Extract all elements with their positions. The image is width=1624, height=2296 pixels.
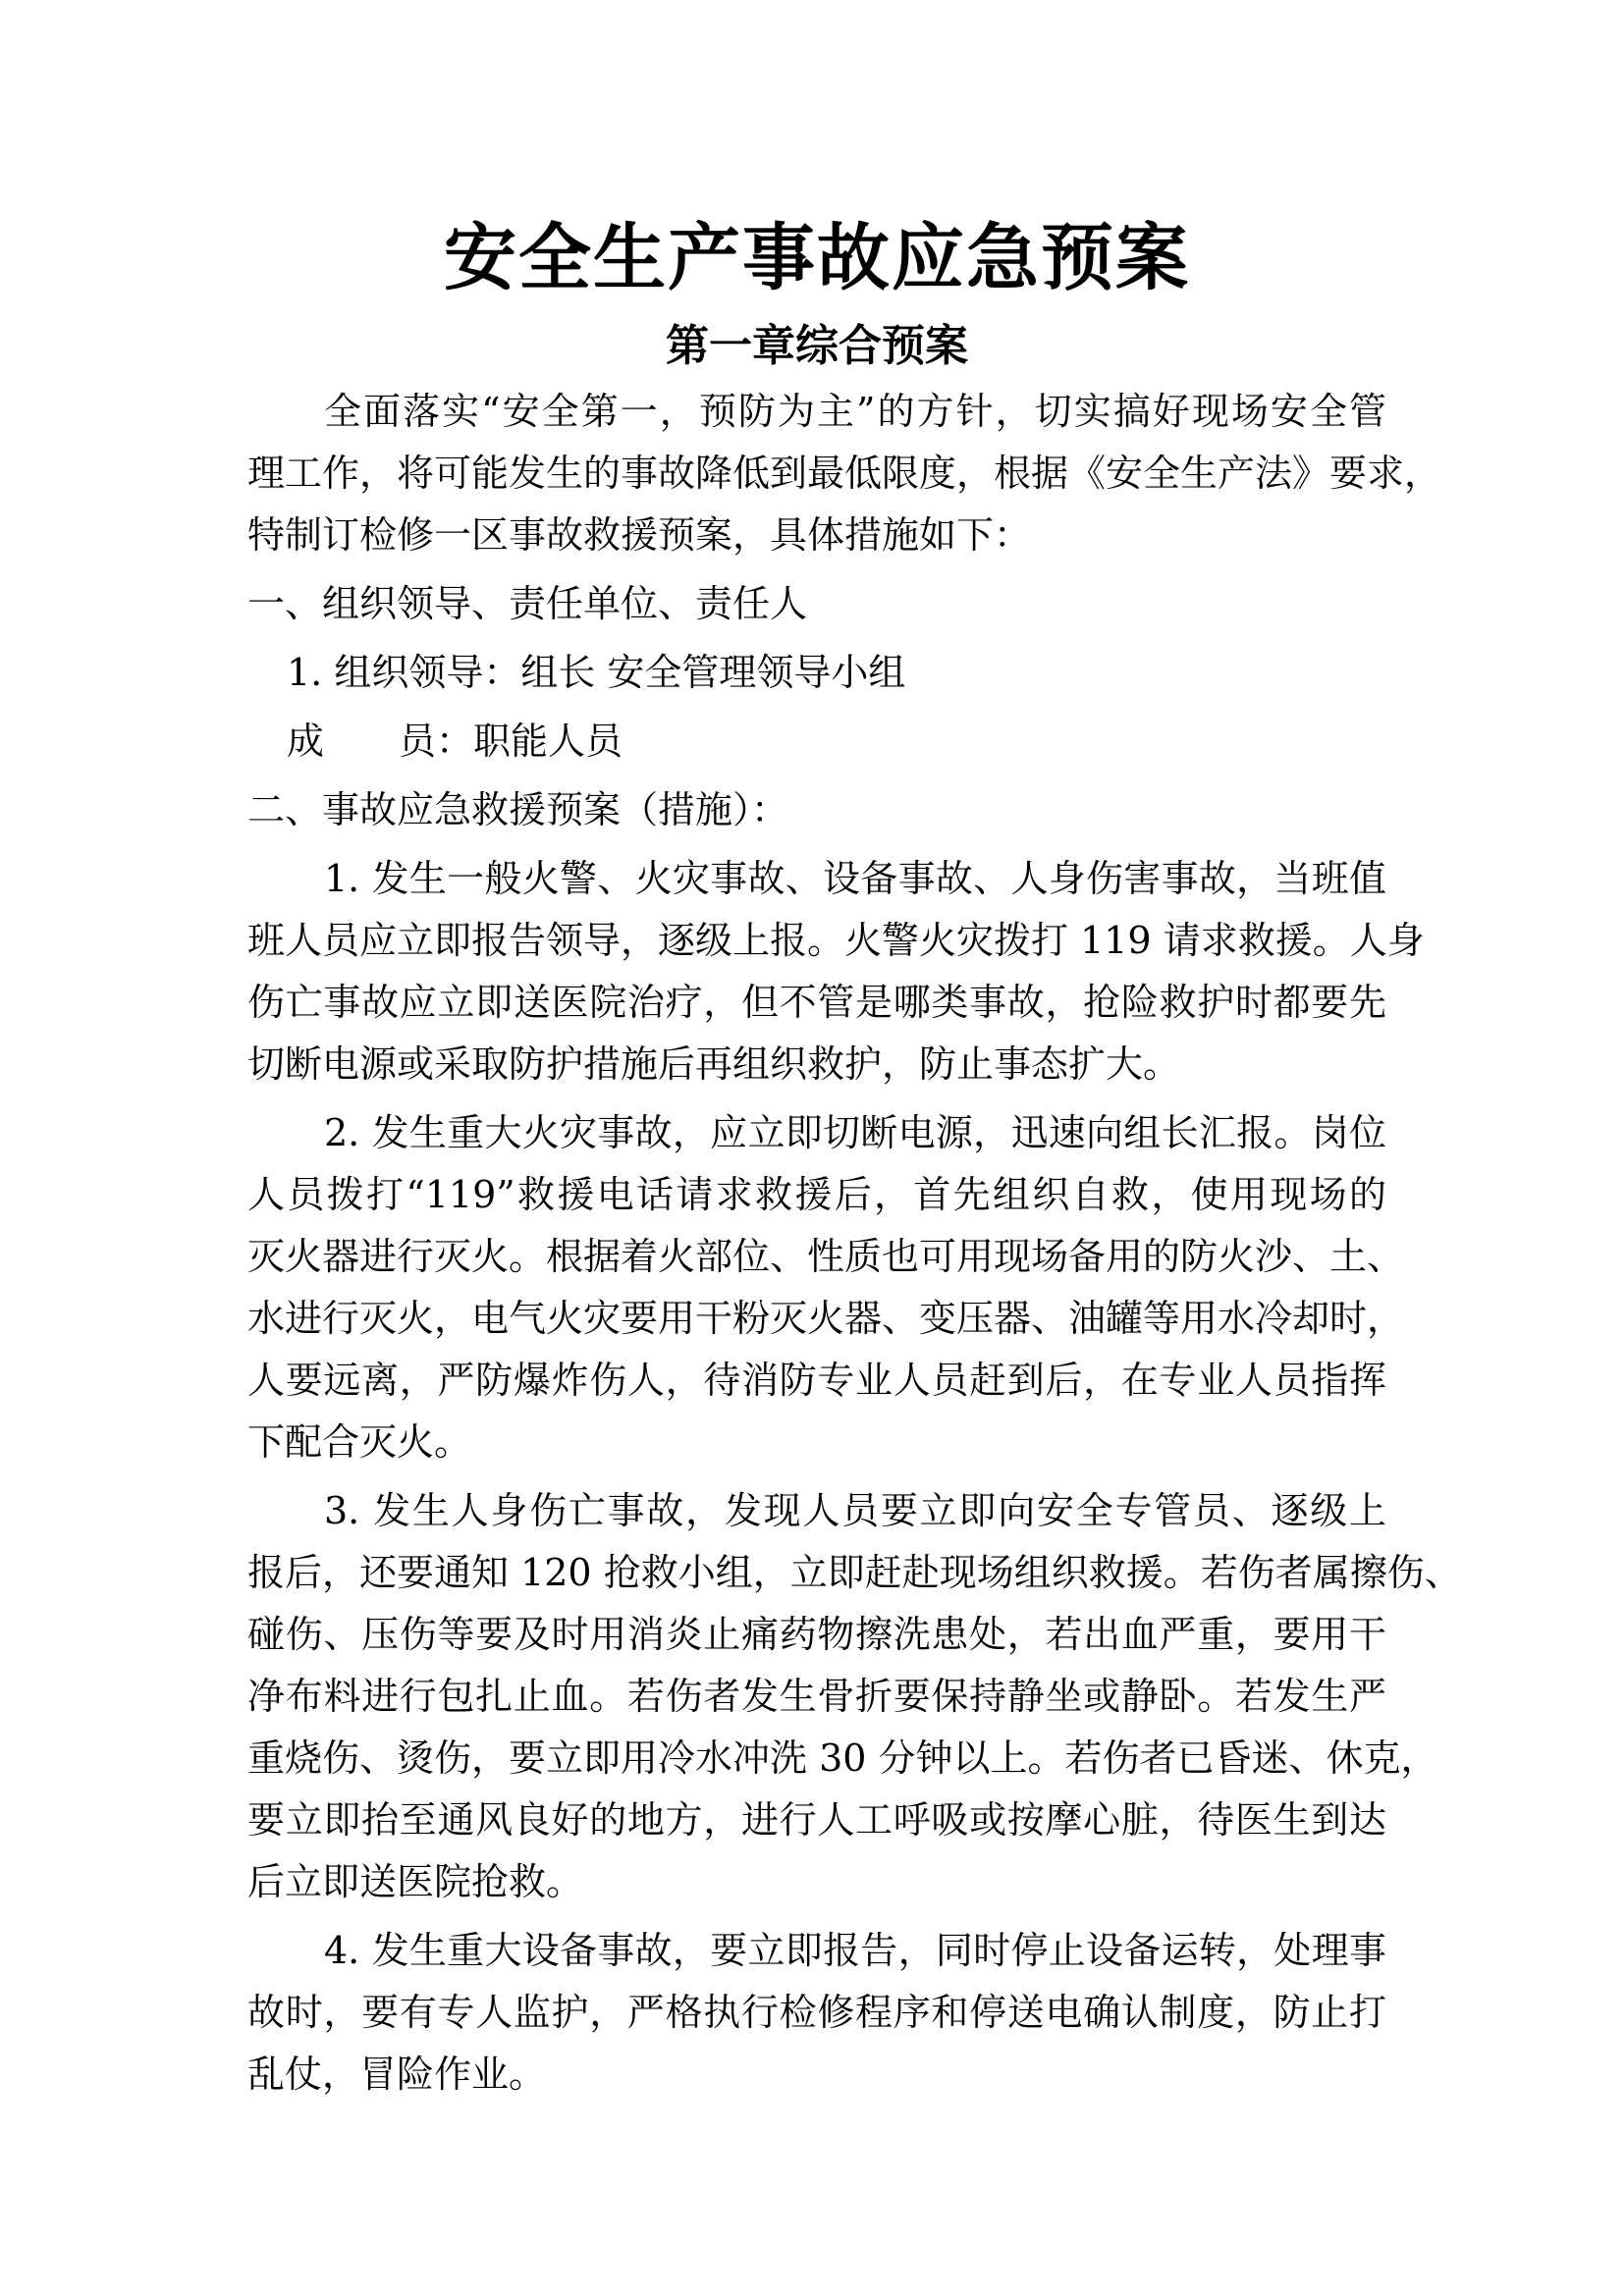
text-line: 3. 发生人身伤亡事故，发现人员要立即向安全专管员、逐级上 [324, 1489, 1386, 1532]
text-line: 下配合灭火。 [247, 1420, 472, 1464]
text-line: 水进行灭火，电气火灾要用干粉灭火器、变压器、油罐等用水冷却时， [247, 1297, 1405, 1340]
text-line: 理工作，将可能发生的事故降低到最低限度，根据《安全生产法》要求， [247, 452, 1442, 495]
paragraph [247, 1102, 1405, 1473]
text-line: 4. 发生重大设备事故，要立即报告，同时停止设备运转，处理事 [324, 1929, 1386, 1972]
paragraph [247, 1480, 1462, 1913]
text-line: 报后，还要通知 120 抢救小组，立即赶赴现场组织救援。若伤者属擦伤、 [247, 1551, 1462, 1594]
document-title: 安全生产事故应急预案 [444, 216, 1190, 300]
paragraph [247, 711, 1386, 773]
paragraph [247, 779, 1386, 841]
document-body [247, 374, 1462, 2106]
text-line: 净布料进行包扎止血。若伤者发生骨折要保持静坐或静卧。若发生严 [247, 1675, 1386, 1718]
text-line: 故时，要有专人监护，严格执行检修程序和停送电确认制度，防止打 [247, 1991, 1386, 2034]
paragraph [247, 573, 1386, 635]
text-line: 乱仗，冒险作业。 [247, 2053, 547, 2096]
text-line: 人要远离，严防爆炸伤人，待消防专业人员赶到后，在专业人员指挥 [247, 1359, 1386, 1402]
text-line: 成 员：职能人员 [287, 720, 623, 763]
text-line: 伤亡事故应立即送医院治疗，但不管是哪类事故，抢险救护时都要先 [247, 981, 1386, 1024]
paragraph [247, 1920, 1386, 2106]
text-line: 切断电源或采取防护措施后再组织救护，防止事态扩大。 [247, 1042, 1181, 1086]
text-line: 1. 组织领导：组长 安全管理领导小组 [287, 651, 906, 694]
paragraph [247, 848, 1425, 1095]
text-line: 班人员应立即报告领导，逐级上报。火警火灾拨打 119 请求救援。人身 [247, 919, 1425, 962]
text-line: 全面落实“安全第一，预防为主”的方针，切实搞好现场安全管 [324, 390, 1386, 433]
paragraph [247, 381, 1442, 566]
text-line: 2. 发生重大火灾事故，应立即切断电源，迅速向组长汇报。岗位 [324, 1111, 1386, 1154]
text-line: 重烧伤、烫伤，要立即用冷水冲洗 30 分钟以上。若伤者已昏迷、休克， [247, 1736, 1438, 1780]
chapter-title: 第一章综合预案 [666, 321, 968, 371]
text-line: 特制订检修一区事故救援预案，具体措施如下： [247, 513, 1032, 557]
text-line: 人员拨打“119”救援电话请求救援后，首先组织自救，使用现场的 [247, 1173, 1386, 1216]
text-line: 后立即送医院抢救。 [247, 1860, 584, 1903]
text-line: 二、事故应急救援预案（措施）： [247, 788, 789, 831]
text-line: 一、组织领导、责任单位、责任人 [247, 582, 808, 625]
text-line: 1. 发生一般火警、火灾事故、设备事故、人身伤害事故，当班值 [324, 857, 1386, 900]
text-line: 要立即抬至通风良好的地方，进行人工呼吸或按摩心脏，待医生到达 [247, 1798, 1386, 1842]
text-line: 碰伤、压伤等要及时用消炎止痛药物擦洗患处，若出血严重，要用干 [247, 1613, 1386, 1656]
text-line: 灭火器进行灭火。根据着火部位、性质也可用现场备用的防火沙、土、 [247, 1235, 1405, 1278]
paragraph [247, 642, 1386, 704]
